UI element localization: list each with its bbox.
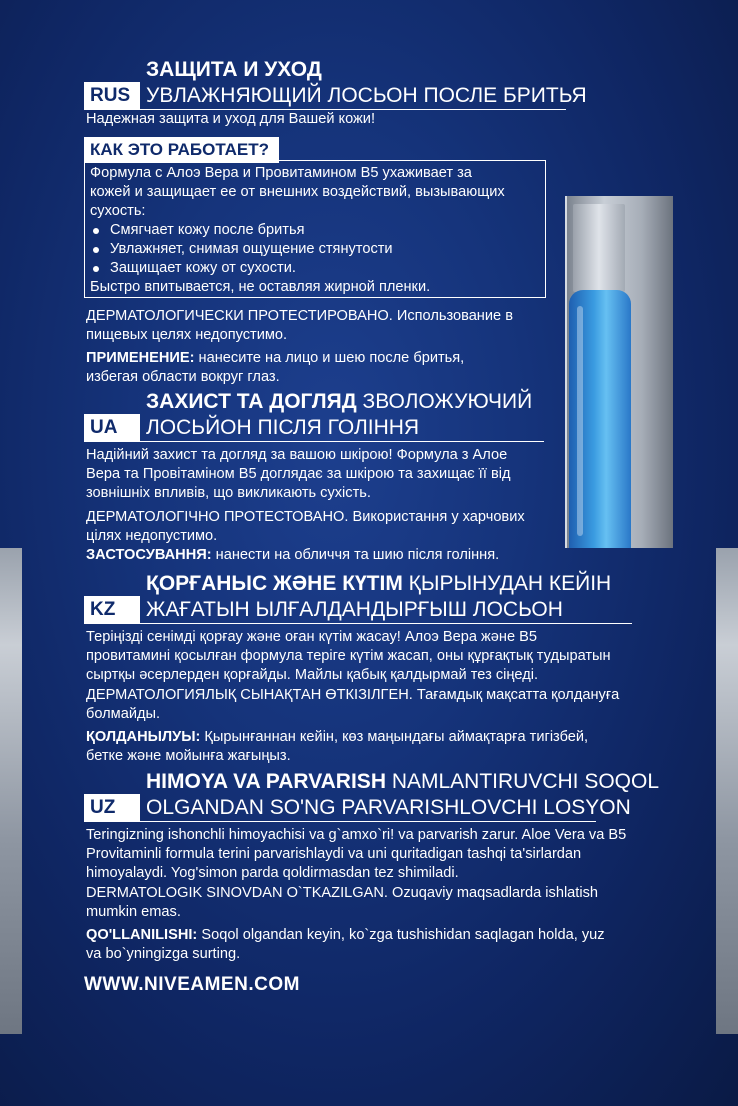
- ua-title-2: ЛОСЬЙОН ПІСЛЯ ГОЛІННЯ: [146, 416, 420, 439]
- ua-derm-2: цілях недопустимо.: [86, 528, 218, 544]
- kz-usage-2: бетке және мойынға жағыңыз.: [86, 748, 291, 764]
- how-line-1: Формула с Алоэ Вера и Провитамином B5 ухаживает за: [90, 165, 472, 181]
- kz-p1: Теріңізді сенімді қорғау және оған күтім жасау! Алоэ Вера және B5: [86, 629, 537, 645]
- rus-lang-tag: RUS: [84, 82, 140, 110]
- rus-title-bold: ЗАЩИТА И УХОД: [146, 58, 322, 81]
- kz-title-1: ҚОРҒАНЫС ЖӘНЕ КҮТІМ ҚЫРЫНУДАН КЕЙІН: [146, 572, 612, 595]
- kz-title-2: ЖАҒАТЫН ЫЛҒАЛДАНДЫРҒЫШ ЛОСЬОН: [146, 598, 563, 621]
- ua-lang-tag: UA: [84, 414, 140, 442]
- uz-p2: Provitaminli formula terini parvarishlaydi va uni quritadigan tashqi ta'sirlardan: [86, 846, 582, 862]
- bullet-icon: [93, 228, 99, 234]
- kz-p3: сыртқы әсерлерден қорғайды. Майлы қабық қалдырмай тез сіңеді.: [86, 667, 539, 683]
- right-metal-stripe: [716, 548, 738, 1034]
- uz-derm-2: mumkin emas.: [86, 904, 181, 920]
- ua-p3: зовнішніх впливів, що викликають сухість.: [86, 485, 371, 501]
- rus-usage-2: избегая области вокруг глаз.: [86, 369, 280, 385]
- kz-lang-tag: KZ: [84, 596, 140, 624]
- bullet-icon: [93, 266, 99, 272]
- uz-title-1: HIMOYA VA PARVARISH NAMLANTIRUVCHI SOQOL: [146, 770, 660, 793]
- bullet-1: Смягчает кожу после бритья: [110, 222, 305, 238]
- rus-derm-2: пищевых целях недопустимо.: [86, 327, 288, 343]
- kz-derm-1: ДЕРМАТОЛОГИЯЛЫҚ СЫНАҚТАН ӨТКІЗІЛГЕН. Тағамдық мақсатта қолдануға: [86, 687, 620, 703]
- website-link[interactable]: WWW.NIVEAMEN.COM: [84, 974, 300, 995]
- uz-derm-1: DERMATOLOGIK SINOVDAN O`TKAZILGAN. Ozuqaviy maqsadlarda ishlatish: [86, 885, 599, 901]
- ua-usage: ЗАСТОСУВАННЯ: нанести на обличчя та шию після гоління.: [86, 547, 500, 563]
- ua-title-1: ЗАХИСТ ТА ДОГЛЯД ЗВОЛОЖУЮЧИЙ: [146, 390, 533, 413]
- kz-derm-2: болмайды.: [86, 706, 161, 722]
- how-it-works-heading: КАК ЭТО РАБОТАЕТ?: [84, 137, 279, 163]
- uz-usage-2: va bo`yningizga surting.: [86, 946, 241, 962]
- left-metal-stripe: [0, 548, 22, 1034]
- uz-title-underline: [84, 821, 596, 822]
- rus-intro: Надежная защита и уход для Вашей кожи!: [86, 111, 376, 127]
- uz-lang-tag: UZ: [84, 794, 140, 822]
- how-line-2: кожей и защищает ее от внешних воздействий, вызывающих: [90, 184, 505, 200]
- ua-title-underline: [84, 441, 544, 442]
- kz-p2: провитамині қосылған формула теріге күтім жасап, оны құрғақтық тудыратын: [86, 648, 611, 664]
- kz-usage-1: ҚОЛДАНЫЛУЫ: Қырынғаннан кейін, көз маңындағы аймақтарға тигізбей,: [86, 729, 589, 745]
- rus-title-rest: УВЛАЖНЯЮЩИЙ ЛОСЬОН ПОСЛЕ БРИТЬЯ: [146, 84, 587, 107]
- bullet-2: Увлажняет, снимая ощущение стянутости: [110, 241, 393, 257]
- rus-usage-1: ПРИМЕНЕНИЕ: нанесите на лицо и шею после бритья,: [86, 350, 465, 366]
- bullet-icon: [93, 247, 99, 253]
- bullet-3: Защищает кожу от сухости.: [110, 260, 296, 276]
- ua-derm-1: ДЕРМАТОЛОГІЧНО ПРОТЕСТОВАНО. Використання у харчових: [86, 509, 525, 525]
- uz-p1: Teringizning ishonchli himoyachisi va g`amxo`ri! va parvarish zarur. Aloe Vera va B5: [86, 827, 627, 843]
- rus-derm-1: ДЕРМАТОЛОГИЧЕСКИ ПРОТЕСТИРОВАНО. Использование в: [86, 308, 513, 324]
- ua-p1: Надійний захист та догляд за вашою шкірою! Формула з Алое: [86, 447, 508, 463]
- ua-p2: Вера та Провітаміном B5 доглядає за шкірою та захищає її від: [86, 466, 511, 482]
- kz-title-underline: [84, 623, 632, 624]
- how-end: Быстро впитывается, не оставляя жирной пленки.: [90, 279, 431, 295]
- uz-title-2: OLGANDAN SO'NG PARVARISHLOVCHI LOSYON: [146, 796, 631, 819]
- uz-p3: himoyalaydi. Yog'simon parda qoldirmasdan tez shimiladi.: [86, 865, 459, 881]
- uz-usage-1: QO'LLANILISHI: Soqol olgandan keyin, ko`zga tushishidan saqlagan holda, yuz: [86, 927, 605, 943]
- how-line-3: сухость:: [90, 203, 146, 219]
